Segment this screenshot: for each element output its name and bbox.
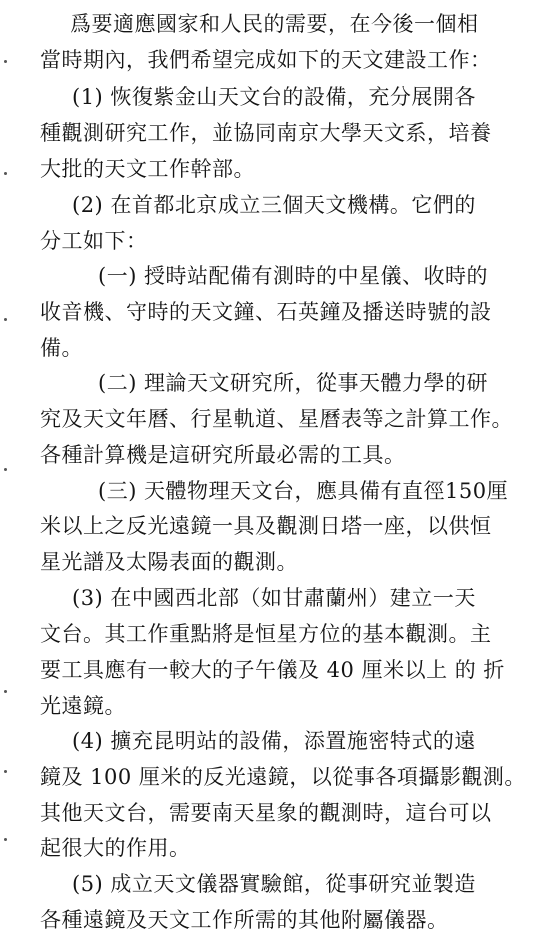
margin-dot — [4, 838, 7, 841]
text-line: (1) 恢復紫金山天文台的設備，充分展開各 — [72, 85, 476, 109]
text-line: (3) 在中國西北部（如甘肅蘭州）建立一天 — [72, 586, 476, 610]
text-line: 起很大的作用。 — [40, 836, 191, 860]
text-line: 各種遠鏡及天文工作所需的其他附屬儀器。 — [40, 908, 449, 932]
text-line: (4) 擴充昆明站的設備，添置施密特式的遠 — [72, 729, 476, 753]
text-line: (一) 授時站配備有測時的中星儀、收時的 — [98, 264, 489, 288]
margin-dot — [4, 468, 7, 471]
text-line: (三) 天體物理天文台，應具備有直徑150厘 — [98, 479, 509, 503]
text-line: 種觀測研究工作，並協同南京大學天文系，培養 — [40, 121, 492, 145]
text-line: 究及天文年曆、行星軌道、星曆表等之計算工作。 — [40, 407, 513, 431]
text-line: 要工具應有一較大的子午儀及 40 厘米以上 的 折 — [40, 658, 505, 682]
text-line: (二) 理論天文研究所，從事天體力學的研 — [98, 371, 489, 395]
text-line: 其他天文台，需要南天星象的觀測時，這台可以 — [40, 801, 492, 825]
text-line: (2) 在首都北京成立三個天文機構。它們的 — [72, 193, 476, 217]
text-line: 備。 — [40, 336, 83, 360]
text-line: 大批的天文工作幹部。 — [40, 157, 255, 181]
margin-dot — [4, 60, 7, 63]
margin-dot — [4, 172, 7, 175]
text-line: 鏡及 100 厘米的反光遠鏡，以從事各項攝影觀測。 — [40, 765, 526, 789]
margin-dot — [4, 318, 7, 321]
scan-margin-dots — [0, 0, 12, 947]
text-line: 星光譜及太陽表面的觀測。 — [40, 550, 298, 574]
text-line: 當時期內，我們希望完成如下的天文建設工作： — [40, 48, 492, 72]
text-line: 爲要適應國家和人民的需要，在今後一個相 — [70, 12, 479, 36]
text-line: (5) 成立天文儀器實驗館，從事研究並製造 — [72, 872, 476, 896]
text-line: 光遠鏡。 — [40, 694, 126, 718]
text-line: 分工如下： — [40, 229, 148, 253]
text-line: 各種計算機是這研究所最必需的工具。 — [40, 443, 406, 467]
text-line: 收音機、守時的天文鐘、石英鐘及播送時號的設 — [40, 300, 492, 324]
text-line: 文台。其工作重點將是恒星方位的基本觀測。主 — [40, 622, 492, 646]
margin-dot — [4, 690, 7, 693]
text-line: 米以上之反光遠鏡一具及觀測日塔一座，以供恒 — [40, 514, 492, 538]
margin-dot — [4, 770, 7, 773]
